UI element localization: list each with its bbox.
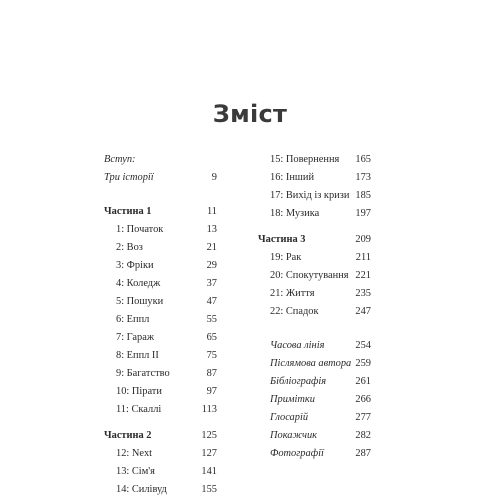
toc-entry-page: 97 [206, 386, 217, 397]
toc-entry-label: 13: Сім'я [116, 466, 155, 477]
toc-entry-page: 127 [201, 448, 217, 459]
toc-entry-page: 47 [206, 296, 217, 307]
toc-entry-page: 247 [355, 306, 371, 317]
toc-entry [258, 249, 371, 267]
toc-entry-page: 21 [206, 242, 217, 253]
toc-entry-label: Післямова автора [270, 358, 352, 369]
toc-entry-page: 9 [211, 172, 217, 183]
toc-entry-intro [104, 151, 217, 169]
toc-entry-page: 87 [206, 368, 217, 379]
toc-entry-page: 37 [206, 278, 217, 289]
toc-entry-label: 10: Пірати [116, 386, 162, 397]
toc-entry-page: 155 [201, 484, 217, 495]
toc-entry [104, 481, 217, 499]
toc-backmatter-entry [258, 373, 371, 391]
toc-entry [104, 365, 217, 383]
toc-entry-label: 3: Фріки [116, 260, 154, 271]
toc-entry-page: 235 [355, 288, 371, 299]
toc-entry [104, 463, 217, 481]
toc-entry-label: 7: Гараж [116, 332, 155, 343]
toc-entry [104, 293, 217, 311]
toc-entry [258, 169, 371, 187]
toc-entry-page: 65 [206, 332, 217, 343]
toc-entry [258, 303, 371, 321]
toc-part-label: Частина 3 [258, 234, 306, 245]
toc-entry-label: 16: Інший [270, 172, 315, 183]
toc-entry-label: 14: Силівуд [116, 484, 167, 495]
toc-entry-label: 6: Еппл [116, 314, 150, 325]
toc-entry-page: 165 [355, 154, 371, 165]
toc-part-2 [104, 427, 217, 445]
toc-backmatter-entry [258, 445, 371, 463]
toc-part-page: 11 [206, 206, 217, 217]
toc-entry-page: 197 [355, 208, 371, 219]
toc-entry [104, 257, 217, 275]
toc-entry-page: 173 [355, 172, 371, 183]
toc-entry-label: 19: Рак [270, 252, 302, 263]
toc-backmatter-entry [258, 391, 371, 409]
toc-backmatter-entry [258, 427, 371, 445]
toc-entry-page: 261 [355, 376, 371, 387]
toc-entry-page: 55 [206, 314, 217, 325]
toc-entry [104, 221, 217, 239]
page-title: Зміст [212, 100, 288, 128]
toc-entry-label: 8: Еппл II [116, 350, 159, 361]
toc-entry-page: 75 [206, 350, 217, 361]
toc-part-page: 209 [355, 234, 371, 245]
toc-entry-page: 221 [355, 270, 371, 281]
toc-entry-label: Три історії [104, 172, 154, 183]
toc-part-label: Частина 2 [104, 430, 152, 441]
toc-right-column [258, 151, 371, 463]
toc-entry [104, 239, 217, 257]
toc-entry-label: 22: Спадок [270, 306, 319, 317]
toc-entry-label: Часова лінія [270, 340, 325, 351]
toc-entry-label: Покажчик [270, 430, 318, 441]
toc-entry-label: Фотографії [270, 448, 324, 459]
toc-entry [104, 445, 217, 463]
toc-entry-page: 259 [355, 358, 371, 369]
toc-entry-intro-sub [104, 169, 217, 187]
toc-backmatter-entry [258, 355, 371, 373]
toc-entry-page: 266 [355, 394, 371, 405]
toc-entry-label: Примітки [270, 394, 315, 405]
toc-entry-page: 287 [355, 448, 371, 459]
toc-entry-page: 113 [201, 404, 217, 415]
toc-entry-label: 15: Повернення [270, 154, 340, 165]
toc-backmatter-entry [258, 409, 371, 427]
toc-entry-label: 21: Життя [270, 288, 315, 299]
toc-part-1 [104, 203, 217, 221]
toc-entry-page: 185 [355, 190, 371, 201]
toc-entry-page: 277 [355, 412, 371, 423]
toc-entry [104, 383, 217, 401]
toc-entry-label: 5: Пошуки [116, 296, 164, 307]
toc-entry-page: 13 [206, 224, 217, 235]
toc-entry-label: 12: Next [116, 448, 153, 459]
toc-entry [258, 205, 371, 223]
toc-left-column [104, 151, 217, 499]
toc-entry [258, 151, 371, 169]
toc-entry [258, 285, 371, 303]
toc-entry [104, 347, 217, 365]
toc-entry [104, 275, 217, 293]
toc-entry [258, 267, 371, 285]
toc-entry-label: 20: Спокутування [270, 270, 349, 281]
toc-entry-label: 4: Коледж [116, 278, 161, 289]
toc-entry-label: 1: Початок [116, 224, 164, 235]
toc-entry-label: 2: Воз [116, 242, 143, 253]
toc-entry-page: 282 [355, 430, 371, 441]
toc-entry-page: 29 [206, 260, 217, 271]
toc-entry-label: 18: Музика [270, 208, 320, 219]
toc-entry-label: 11: Скаллі [116, 404, 162, 415]
toc-part-3 [258, 231, 371, 249]
toc-entry [104, 401, 217, 419]
toc-entry [104, 329, 217, 347]
toc-part-page: 125 [201, 430, 217, 441]
toc-entry-label: Вступ: [104, 154, 136, 165]
toc-entry-page: 211 [355, 252, 371, 263]
toc-entry-page: 254 [355, 340, 371, 351]
toc-entry-page: 141 [201, 466, 217, 477]
toc-entry-label: Бібліографія [270, 376, 327, 387]
toc-part-label: Частина 1 [104, 206, 152, 217]
toc-entry-label: Глосарій [270, 412, 309, 423]
toc-entry-label: 9: Багатство [116, 368, 170, 379]
toc-backmatter-entry [258, 337, 371, 355]
toc-entry [104, 311, 217, 329]
toc-entry [258, 187, 371, 205]
toc-entry-label: 17: Вихід із кризи [270, 190, 350, 201]
